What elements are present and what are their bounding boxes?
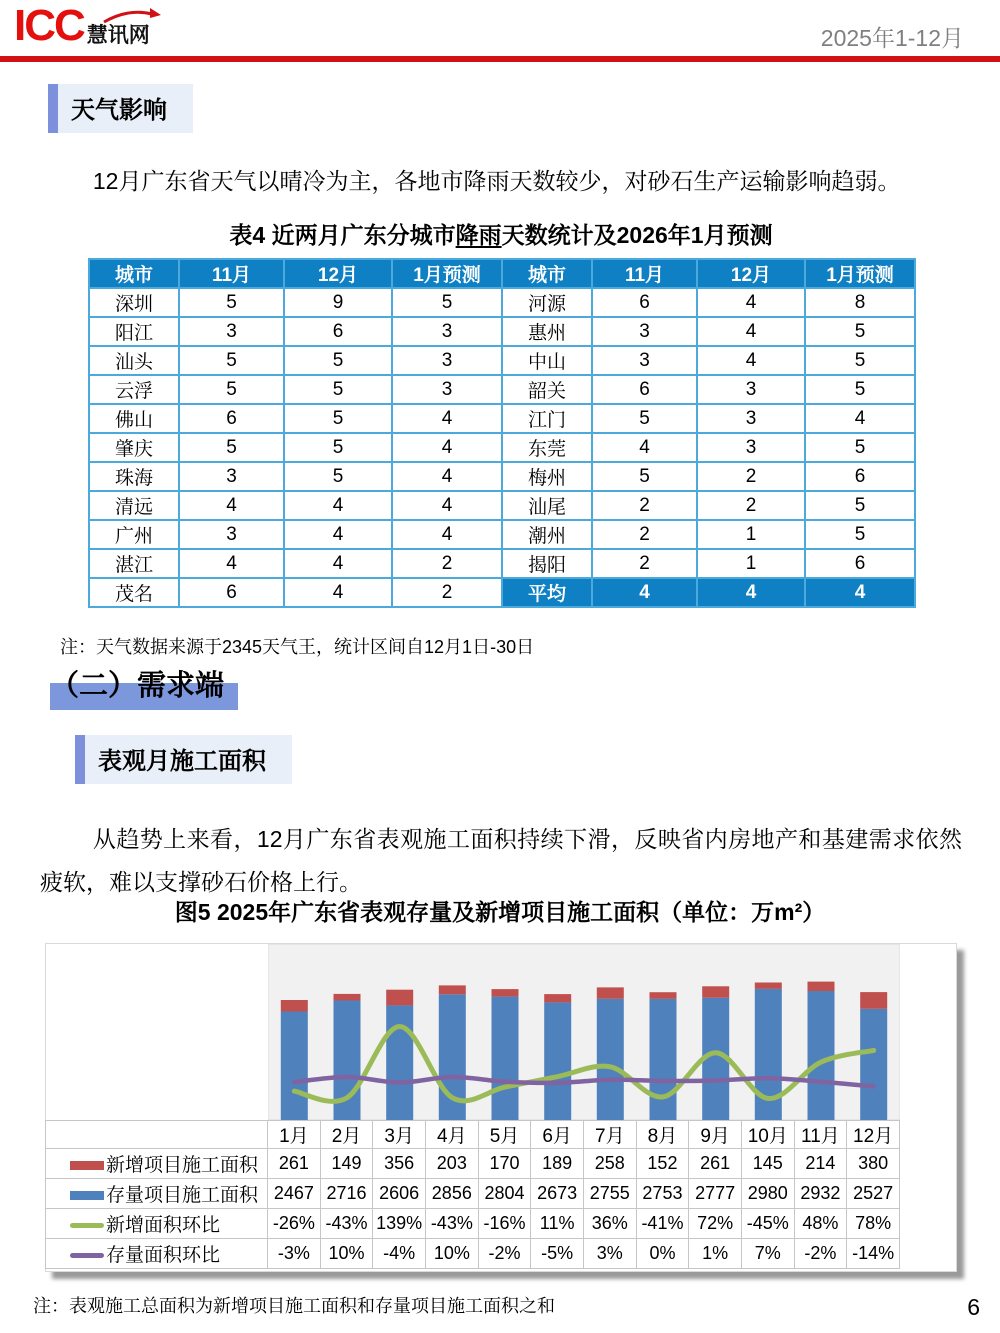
plot-background (268, 944, 900, 1120)
rain-table-cell: 3 (697, 404, 805, 433)
series-value-cell: 2932 (794, 1179, 847, 1209)
stacked-bar-line-chart (268, 944, 900, 1120)
bar-segment-新增项目施工面积 (755, 983, 782, 989)
icc-logo (14, 1, 150, 50)
bar-segment-新增项目施工面积 (702, 986, 729, 998)
rain-table-cell: 江门 (502, 404, 592, 433)
rain-table-cell: 3 (179, 462, 284, 491)
bar-segment-新增项目施工面积 (860, 992, 887, 1009)
bar-segment-存量项目施工面积 (492, 997, 519, 1120)
rain-table-cell: 4 (592, 433, 697, 462)
rain-table-cell: 5 (284, 404, 392, 433)
rain-table-header-cell: 1月预测 (805, 259, 915, 288)
series-value-cell: -2% (478, 1239, 531, 1269)
series-value-cell: 380 (847, 1149, 900, 1179)
series-value-cell: 36% (583, 1209, 636, 1239)
rain-table-cell: 3 (592, 317, 697, 346)
rain-table-cell: 4 (697, 346, 805, 375)
rain-table-row (89, 288, 915, 317)
rain-table-cell: 5 (179, 433, 284, 462)
rain-table-cell: 6 (805, 462, 915, 491)
rain-table-row (89, 578, 915, 607)
rain-table-header-cell: 城市 (89, 259, 179, 288)
rain-table-row (89, 462, 915, 491)
month-header-row (46, 1121, 900, 1149)
rain-table-head (89, 259, 915, 288)
rain-table-cell: 4 (805, 404, 915, 433)
month-label: 1月 (268, 1121, 321, 1149)
rain-table-header-cell: 1月预测 (392, 259, 502, 288)
rain-table-cell: 3 (392, 317, 502, 346)
series-value-cell: -41% (636, 1209, 689, 1239)
rain-table-cell: 云浮 (89, 375, 179, 404)
rain-table-cell: 珠海 (89, 462, 179, 491)
series-value-cell: 149 (320, 1149, 373, 1179)
rain-table-cell: 5 (805, 346, 915, 375)
rain-table-header-cell: 11月 (179, 259, 284, 288)
rain-table-cell: 5 (284, 433, 392, 462)
rain-table-cell: 6 (805, 549, 915, 578)
rain-table-row (89, 520, 915, 549)
rain-table-cell: 5 (805, 433, 915, 462)
series-value-cell: 10% (426, 1239, 479, 1269)
rain-table-cell: 汕尾 (502, 491, 592, 520)
logo-cn-text: 慧讯网 (87, 25, 150, 46)
series-value-cell: 261 (268, 1149, 321, 1179)
rain-table-cell: 5 (805, 317, 915, 346)
rain-table-row (89, 404, 915, 433)
rain-table-cell: 东莞 (502, 433, 592, 462)
rain-table-cell: 4 (179, 549, 284, 578)
heading-text: 表观月施工面积 (85, 735, 292, 784)
rain-table-cell: 4 (697, 578, 805, 607)
rain-table-cell: 5 (179, 375, 284, 404)
rain-table-cell: 河源 (502, 288, 592, 317)
rain-table-cell: 3 (392, 375, 502, 404)
rain-table-cell: 清远 (89, 491, 179, 520)
demand-section-heading: （二）需求端 (50, 663, 224, 704)
series-value-cell: 261 (689, 1149, 742, 1179)
page-number: 6 (967, 1294, 980, 1320)
rain-table-cell: 3 (697, 433, 805, 462)
bar-segment-新增项目施工面积 (334, 994, 361, 1001)
month-label: 4月 (426, 1121, 479, 1149)
series-value-cell: 258 (583, 1149, 636, 1179)
series-value-cell: 214 (794, 1149, 847, 1179)
rain-table-cell: 湛江 (89, 549, 179, 578)
rain-table-cell: 3 (592, 346, 697, 375)
rain-table-cell: 4 (805, 578, 915, 607)
rain-table-header-cell: 12月 (697, 259, 805, 288)
series-value-cell: -4% (373, 1239, 426, 1269)
series-value-cell: 2804 (478, 1179, 531, 1209)
rain-table-cell: 5 (592, 404, 697, 433)
rain-table-cell: 8 (805, 288, 915, 317)
empty-corner-cell (46, 1121, 268, 1149)
series-value-cell: -2% (794, 1239, 847, 1269)
rain-table-header-row (89, 259, 915, 288)
series-value-cell: 203 (426, 1149, 479, 1179)
series-value-cell: -3% (268, 1239, 321, 1269)
rain-table-row (89, 346, 915, 375)
rain-table-cell: 5 (179, 288, 284, 317)
rain-table-cell: 茂名 (89, 578, 179, 607)
rain-table-row (89, 317, 915, 346)
report-period: 2025年1-12月 (820, 25, 964, 51)
legend-swatch-line-icon (70, 1223, 104, 1228)
rain-table-cell: 2 (592, 491, 697, 520)
rain-table-cell: 5 (805, 491, 915, 520)
logo-swoosh-icon (103, 8, 161, 24)
bar-segment-新增项目施工面积 (281, 1000, 308, 1012)
rain-table-body (89, 288, 915, 607)
series-value-cell: 2716 (320, 1179, 373, 1209)
rain-table-cell: 1 (697, 520, 805, 549)
rain-table-cell: 5 (392, 288, 502, 317)
series-label: 存量面积环比 (46, 1239, 268, 1269)
rain-table-cell: 揭阳 (502, 549, 592, 578)
bar-segment-存量项目施工面积 (860, 1009, 887, 1120)
bar-segment-新增项目施工面积 (386, 990, 413, 1006)
series-value-cell: -43% (320, 1209, 373, 1239)
series-value-cell: 2980 (741, 1179, 794, 1209)
table4-title: 表4 近两月广东分城市降雨天数统计及2026年1月预测 (229, 222, 773, 248)
series-label: 新增项目施工面积 (46, 1149, 268, 1179)
series-value-cell: 2467 (268, 1179, 321, 1209)
rain-table-cell: 佛山 (89, 404, 179, 433)
rain-table-header-cell: 11月 (592, 259, 697, 288)
rain-table-row (89, 433, 915, 462)
series-row (46, 1209, 900, 1239)
weather-paragraph: 12月广东省天气以晴冷为主，各地市降雨天数较少，对砂石生产运输影响趋弱。 (92, 168, 901, 194)
rain-table-cell: 3 (392, 346, 502, 375)
bar-segment-新增项目施工面积 (597, 987, 624, 998)
series-value-cell: -26% (268, 1209, 321, 1239)
series-label: 存量项目施工面积 (46, 1179, 268, 1209)
rain-table-cell: 4 (392, 404, 502, 433)
rain-table-cell: 6 (592, 375, 697, 404)
series-row (46, 1179, 900, 1209)
rain-table-cell: 2 (592, 549, 697, 578)
rain-table-cell: 4 (392, 491, 502, 520)
rain-table-cell: 5 (805, 520, 915, 549)
month-label: 8月 (636, 1121, 689, 1149)
logo-icc-text: ICC (14, 1, 84, 50)
bar-segment-存量项目施工面积 (808, 991, 835, 1120)
series-value-cell: 2856 (426, 1179, 479, 1209)
rain-table-cell: 4 (392, 433, 502, 462)
rain-table-cell: 5 (284, 462, 392, 491)
figure5-note: 注：表观施工总面积为新增项目施工面积和存量项目施工面积之和 (33, 1296, 555, 1316)
rain-table-cell: 6 (179, 578, 284, 607)
rain-table-cell: 6 (284, 317, 392, 346)
series-value-cell: 170 (478, 1149, 531, 1179)
month-label: 6月 (531, 1121, 584, 1149)
rain-table-cell: 5 (179, 346, 284, 375)
bar-segment-新增项目施工面积 (439, 985, 466, 994)
bar-segment-新增项目施工面积 (808, 982, 835, 991)
series-value-cell: -16% (478, 1209, 531, 1239)
weather-section-heading (48, 84, 193, 133)
rain-table-cell: 2 (392, 578, 502, 607)
rain-table-header-cell: 城市 (502, 259, 592, 288)
series-value-cell: 78% (847, 1209, 900, 1239)
series-row (46, 1149, 900, 1179)
page-header (0, 0, 1000, 62)
series-value-cell: -45% (741, 1209, 794, 1239)
bar-segment-存量项目施工面积 (544, 1002, 571, 1120)
rain-table-cell: 4 (392, 462, 502, 491)
rain-table-row (89, 549, 915, 578)
rain-table-cell: 阳江 (89, 317, 179, 346)
series-value-cell: 2755 (583, 1179, 636, 1209)
series-value-cell: 1% (689, 1239, 742, 1269)
series-value-cell: -14% (847, 1239, 900, 1269)
rain-table-cell: 3 (179, 317, 284, 346)
legend-swatch-bar-icon (70, 1161, 104, 1170)
rain-table-cell: 5 (592, 462, 697, 491)
rain-table-cell: 4 (284, 578, 392, 607)
month-label: 5月 (478, 1121, 531, 1149)
rain-table-cell: 5 (284, 346, 392, 375)
rain-table-cell: 潮州 (502, 520, 592, 549)
month-label: 9月 (689, 1121, 742, 1149)
series-value-cell: 10% (320, 1239, 373, 1269)
series-label: 新增面积环比 (46, 1209, 268, 1239)
underlined-word: 降雨 (455, 222, 502, 248)
series-value-cell: 7% (741, 1239, 794, 1269)
rain-table-cell: 广州 (89, 520, 179, 549)
rain-table-cell: 惠州 (502, 317, 592, 346)
series-value-cell: 2606 (373, 1179, 426, 1209)
rain-table-cell: 汕头 (89, 346, 179, 375)
rain-days-table (88, 258, 916, 608)
chart-data-table (45, 1120, 900, 1269)
bar-segment-新增项目施工面积 (544, 994, 571, 1002)
series-value-cell: 72% (689, 1209, 742, 1239)
heading-accent-bar (48, 84, 58, 133)
legend-swatch-bar-icon (70, 1191, 104, 1200)
table4-note: 注：天气数据来源于2345天气王，统计区间自12月1日-30日 (60, 637, 535, 657)
rain-table-cell: 4 (392, 520, 502, 549)
rain-table-cell: 肇庆 (89, 433, 179, 462)
bar-segment-存量项目施工面积 (386, 1005, 413, 1120)
rain-table-row (89, 491, 915, 520)
bar-segment-新增项目施工面积 (492, 989, 519, 997)
rain-table-cell: 中山 (502, 346, 592, 375)
month-label: 11月 (794, 1121, 847, 1149)
month-label: 3月 (373, 1121, 426, 1149)
series-value-cell: 11% (531, 1209, 584, 1239)
rain-table-cell: 6 (592, 288, 697, 317)
rain-table-cell: 4 (592, 578, 697, 607)
figure5-chart-frame (45, 943, 957, 1272)
rain-table-header-cell: 12月 (284, 259, 392, 288)
rain-table-cell: 2 (392, 549, 502, 578)
series-value-cell: -43% (426, 1209, 479, 1239)
figure5-title: 图5 2025年广东省表观存量及新增项目施工面积（单位：万m²） (174, 899, 826, 925)
series-value-cell: 3% (583, 1239, 636, 1269)
month-label: 10月 (741, 1121, 794, 1149)
rain-table-cell: 4 (697, 317, 805, 346)
rain-table-cell: 深圳 (89, 288, 179, 317)
rain-table-cell: 1 (697, 549, 805, 578)
rain-table-cell: 平均 (502, 578, 592, 607)
construction-area-subheading (75, 735, 292, 784)
bar-segment-存量项目施工面积 (281, 1012, 308, 1121)
rain-table-cell: 5 (284, 375, 392, 404)
rain-table-cell: 梅州 (502, 462, 592, 491)
rain-table-row (89, 375, 915, 404)
demand-paragraph: 从趋势上来看，12月广东省表观施工面积持续下滑，反映省内房地产和基建需求依然疲软，难以支撑砂石价格上行。 (40, 826, 962, 895)
rain-table-cell: 2 (697, 491, 805, 520)
series-value-cell: 2777 (689, 1179, 742, 1209)
rain-table-cell: 2 (592, 520, 697, 549)
rain-table-cell: 4 (179, 491, 284, 520)
series-value-cell: -5% (531, 1239, 584, 1269)
series-value-cell: 139% (373, 1209, 426, 1239)
series-value-cell: 152 (636, 1149, 689, 1179)
series-value-cell: 48% (794, 1209, 847, 1239)
rain-table-cell: 6 (179, 404, 284, 433)
rain-table-cell: 3 (179, 520, 284, 549)
series-value-cell: 2673 (531, 1179, 584, 1209)
month-label: 7月 (583, 1121, 636, 1149)
legend-swatch-line-icon (70, 1253, 104, 1258)
series-value-cell: 2527 (847, 1179, 900, 1209)
rain-table-cell: 4 (284, 549, 392, 578)
month-label: 12月 (847, 1121, 900, 1149)
series-value-cell: 0% (636, 1239, 689, 1269)
bar-segment-新增项目施工面积 (650, 992, 677, 999)
rain-table-cell: 3 (697, 375, 805, 404)
rain-table-cell: 9 (284, 288, 392, 317)
month-label: 2月 (320, 1121, 373, 1149)
heading-text: 天气影响 (58, 84, 193, 133)
rain-table-cell: 4 (697, 288, 805, 317)
rain-table-cell: 4 (284, 491, 392, 520)
bar-segment-存量项目施工面积 (597, 999, 624, 1120)
series-value-cell: 145 (741, 1149, 794, 1179)
series-value-cell: 356 (373, 1149, 426, 1179)
bar-segment-存量项目施工面积 (650, 999, 677, 1120)
rain-table-cell: 5 (805, 375, 915, 404)
rain-table-cell: 韶关 (502, 375, 592, 404)
series-value-cell: 189 (531, 1149, 584, 1179)
series-row (46, 1239, 900, 1269)
series-value-cell: 2753 (636, 1179, 689, 1209)
rain-table-cell: 2 (697, 462, 805, 491)
rain-table-cell: 4 (284, 520, 392, 549)
heading-accent-bar (75, 735, 85, 784)
